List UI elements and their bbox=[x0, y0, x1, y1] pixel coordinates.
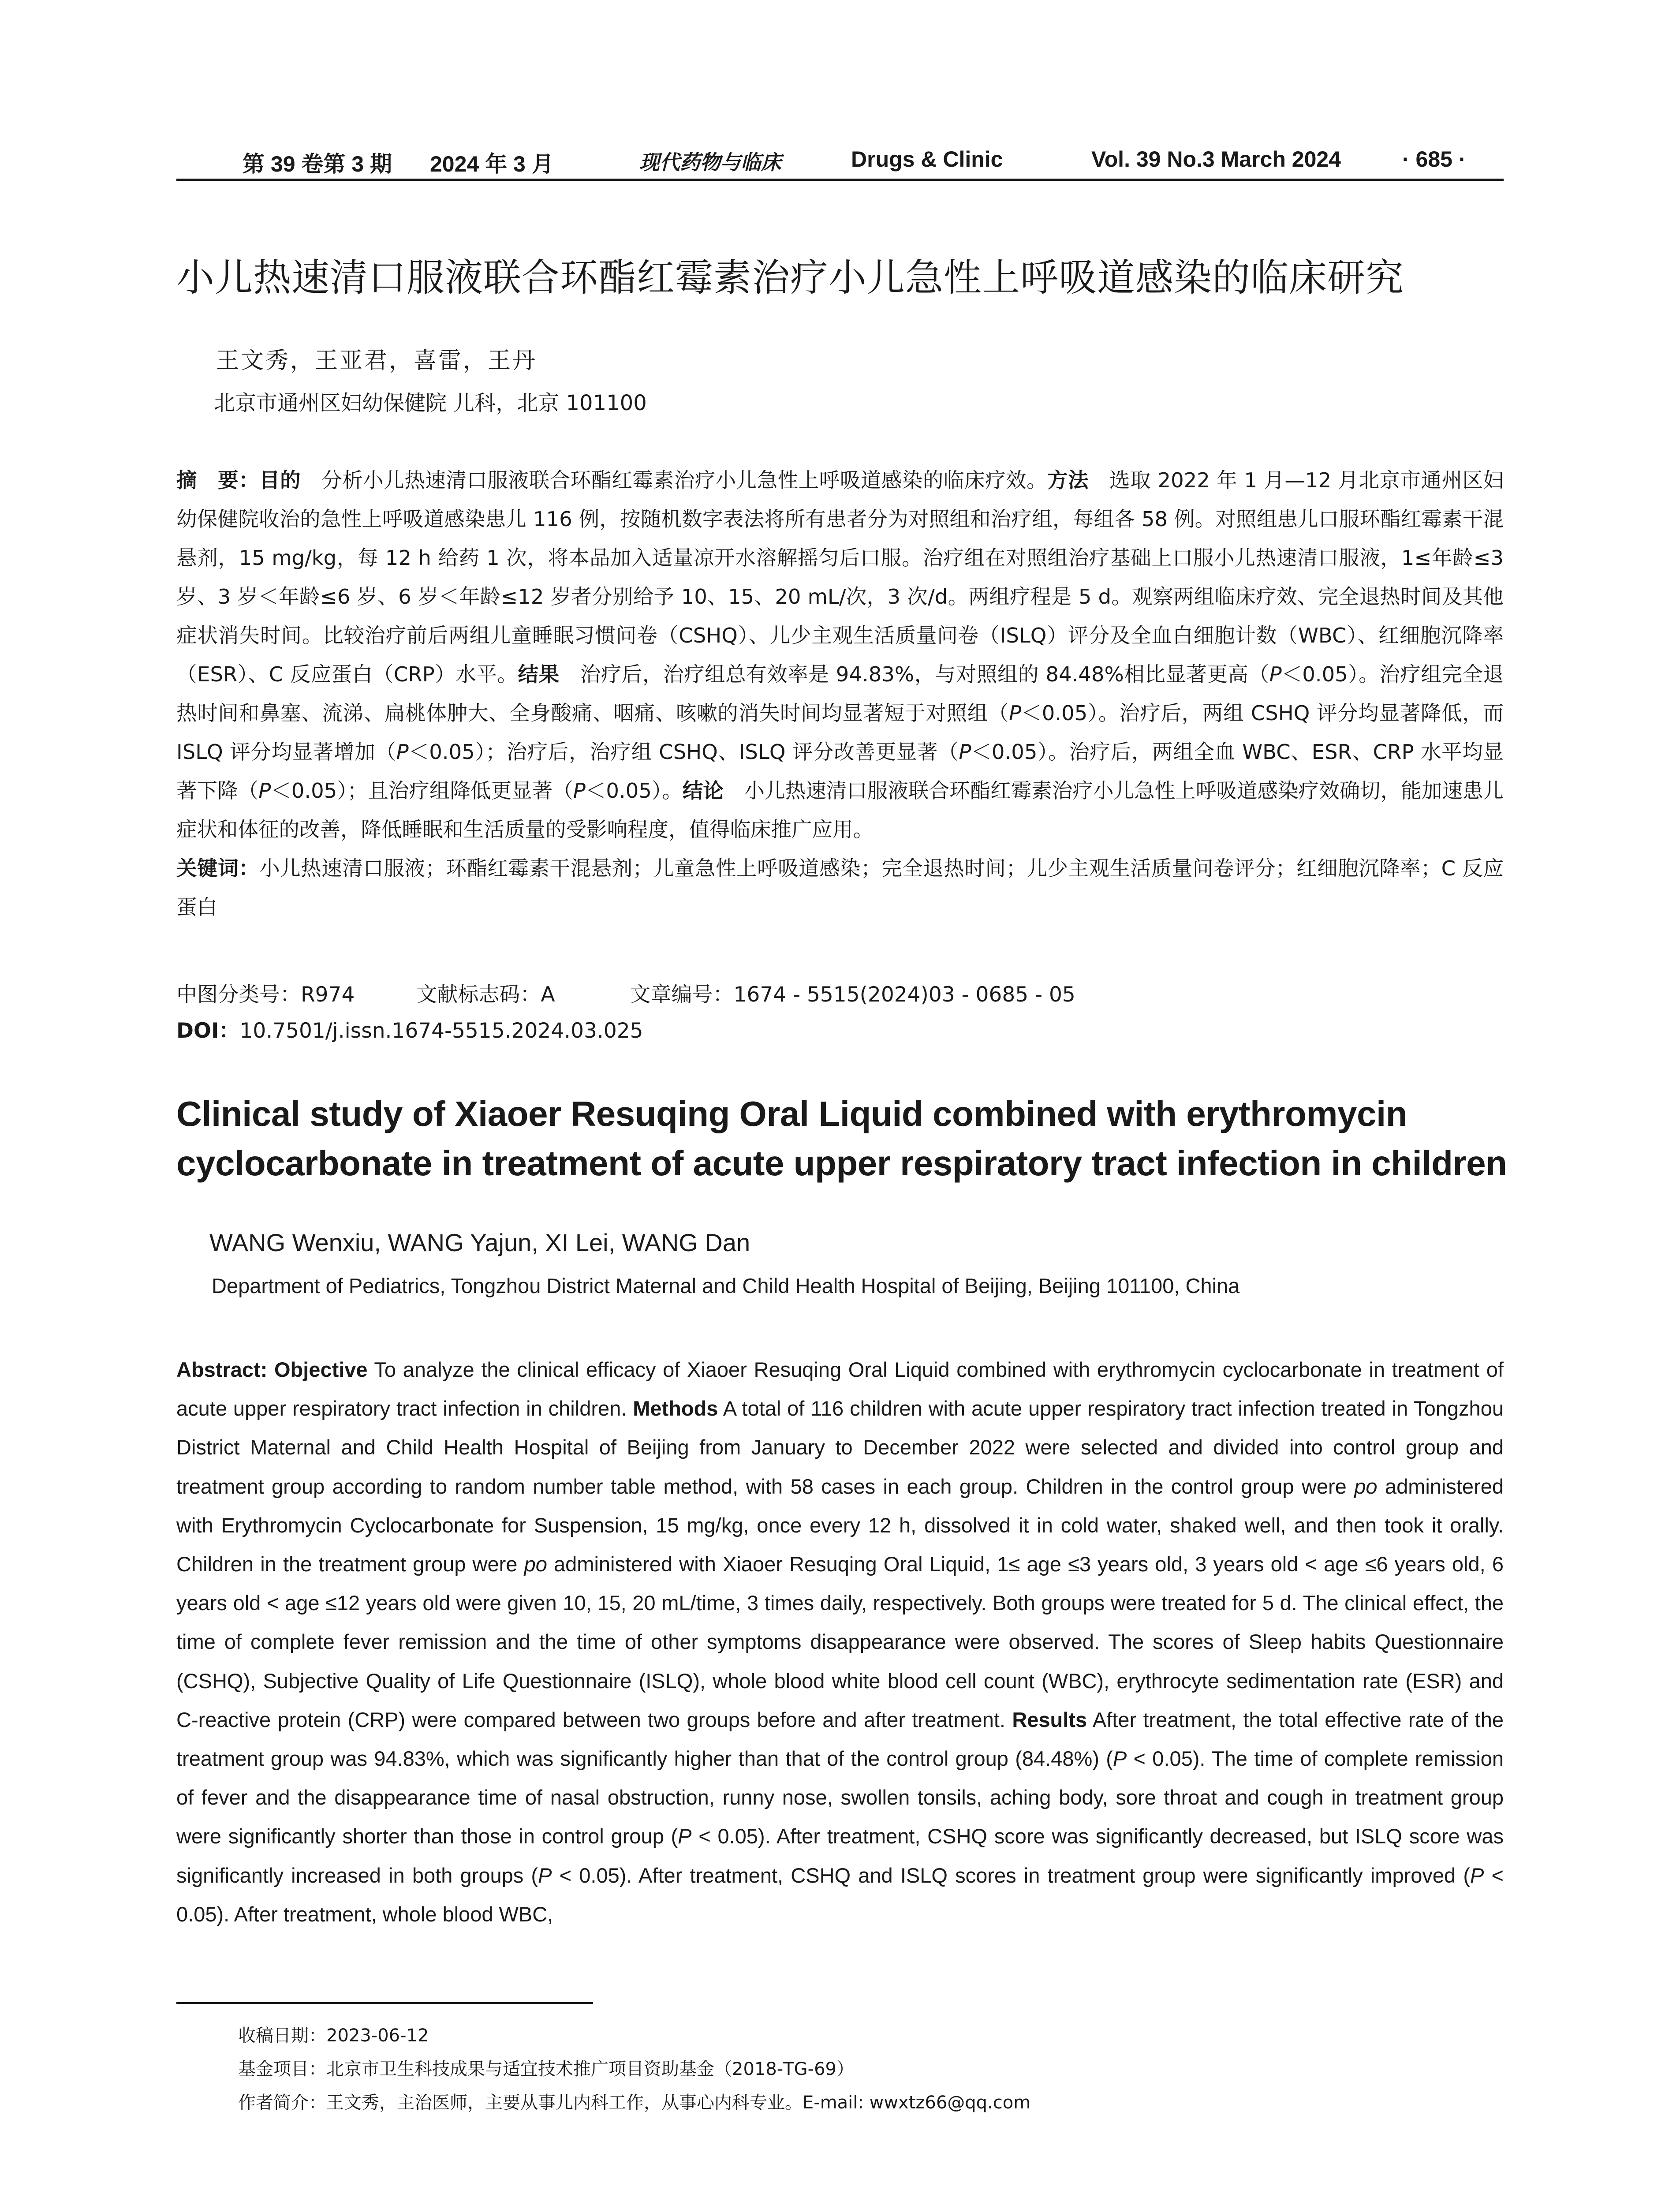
results-cn-label: 结果 bbox=[518, 662, 560, 686]
conclusion-cn-label: 结论 bbox=[682, 779, 724, 803]
results-cn-text-3: ＜0.05）。治疗后，两组 CSHQ 评分均显著降低，而 ISLQ 评分均显著增加（ bbox=[176, 701, 1504, 764]
p-value-symbol: P bbox=[1269, 662, 1282, 686]
header-date: 2024 年 3 月 bbox=[430, 152, 554, 176]
results-en-label: Results bbox=[1012, 1708, 1087, 1731]
keywords-cn-text: 小儿热速清口服液；环酯红霉素干混悬剂；儿童急性上呼吸道感染；完全退热时间；儿少主观生活质量问卷评分；红细胞沉降率；C 反应蛋白 bbox=[176, 856, 1504, 919]
header-journal-cn: 现代药物与临床 bbox=[639, 150, 781, 174]
results-en-text-d: < 0.05). After treatment, CSHQ and ISLQ scores in treatment group were significantly improved ( bbox=[552, 1863, 1470, 1887]
results-cn-text-7: ＜0.05）。 bbox=[585, 779, 683, 803]
objective-cn-text: 分析小儿热速清口服液联合环酯红霉素治疗小儿急性上呼吸道感染的临床疗效。 bbox=[301, 468, 1048, 492]
header-rule bbox=[176, 179, 1504, 181]
results-cn-text-4: ＜0.05）；治疗后，治疗组 CSHQ、ISLQ 评分改善更显著（ bbox=[408, 740, 959, 764]
footnote-received: 收稿日期：2023-06-12 bbox=[238, 2026, 429, 2046]
abstract-en-body bbox=[176, 1350, 1504, 1934]
footnotes bbox=[238, 2019, 1030, 2119]
p-value-symbol: P bbox=[678, 1824, 692, 1848]
doi-value[interactable]: 10.7501/j.issn.1674-5515.2024.03.025 bbox=[239, 1019, 643, 1043]
p-value-symbol: P bbox=[258, 779, 271, 803]
po-abbreviation: po bbox=[524, 1552, 547, 1576]
p-value-symbol: P bbox=[538, 1863, 552, 1887]
doi-label: DOI： bbox=[176, 1019, 240, 1043]
abstract-cn bbox=[176, 461, 1504, 927]
objective-en-text: To analyze the clinical efficacy of Xiaoer Resuqing Oral Liquid combined with erythromycin cyclocarbonate in treatment of acute upper respiratory tract infection in children. bbox=[176, 1358, 1504, 1420]
abstract-cn-body bbox=[176, 461, 1504, 849]
objective-en-label: Objective bbox=[274, 1358, 368, 1381]
authors-en: WANG Wenxiu, WANG Yajun, XI Lei, WANG Dan bbox=[209, 1229, 750, 1256]
affiliation-en: Department of Pediatrics, Tongzhou District Maternal and Child Health Hospital of Beijing, Beijing 101100, China bbox=[212, 1274, 1240, 1297]
results-en-text-a: After treatment, the total effective rate of the treatment group was 94.83%, which was significantly higher than that of the control group (84.48%) ( bbox=[176, 1708, 1504, 1771]
methods-en-text-a: A total of 116 children with acute upper respiratory tract infection treated in Tongzhou District Maternal and Child Health Hospital of Beijing from January to December 2022 were selected and divided into control group and treatment group according to random number table method, with 58 cases in each group. Children in the control group were bbox=[176, 1397, 1504, 1498]
keywords-cn-label: 关键词： bbox=[176, 856, 260, 880]
article-number: 文章编号：1674 - 5515(2024)03 - 0685 - 05 bbox=[630, 983, 1075, 1007]
abstract-en-label: Abstract: bbox=[176, 1358, 268, 1381]
title-en-line-1: Clinical study of Xiaoer Resuqing Oral Liquid combined with erythromycin bbox=[176, 1094, 1407, 1133]
po-abbreviation: po bbox=[1354, 1474, 1378, 1498]
p-value-symbol: P bbox=[1009, 701, 1022, 725]
running-header bbox=[176, 140, 1504, 180]
classification-line bbox=[176, 978, 1075, 1008]
results-en-text-c: < 0.05). After treatment, CSHQ score was significantly decreased, but ISLQ score was significantly increased in both groups ( bbox=[176, 1824, 1504, 1887]
footnote-author-bio: 作者简介：王文秀，主治医师，主要从事儿内科工作，从事心内科专业。E-mail: wwxtz66@qq.com bbox=[238, 2093, 1031, 2113]
p-value-symbol: P bbox=[1470, 1863, 1484, 1887]
methods-en-text-c: administered with Xiaoer Resuqing Oral Liquid, 1≤ age ≤3 years old, 3 years old < age ≤6 years old, 6 years old < age ≤12 years old were given 10, 15, 20 mL/time, 3 times daily, respectively. Both groups were treated for 5 d. The clinical effect, the time of complete fever remission and the time of other symptoms disappearance were observed. The scores of Sleep habits Questionnaire (CSHQ), Subjective Quality of Life Questionnaire (ISLQ), whole blood white blood cell count (WBC), erythrocyte sedimentation rate (ESR) and C-reactive protein (CRP) were compared between two groups before and after treatment. bbox=[176, 1552, 1504, 1731]
title-en-line-2: cyclocarbonate in treatment of acute upper respiratory tract infection in children bbox=[176, 1144, 1507, 1183]
p-value-symbol: P bbox=[396, 740, 409, 764]
methods-cn-text: 选取 2022 年 1 月—12 月北京市通州区妇幼保健院收治的急性上呼吸道感染患儿 116 例，按随机数字表法将所有患者分为对照组和治疗组，每组各 58 例。对照组患儿口服环酯红霉素干混悬剂，15 mg/kg，每 12 h 给药 1 次，将本品加入适量凉开水溶解摇匀后口服。治疗组在对照组治疗基础上口服小儿热速清口服液，1≤年龄≤3 岁、3 岁＜年龄≤6 岁、6 岁＜年龄≤12 岁者分别给予 10、15、20 mL/次，3 次/d。两组疗程是 5 d。观察两组临床疗效、完全退热时间及其他症状消失时间。比较治疗前后两组儿童睡眠习惯问卷（CSHQ）、儿少主观生活质量问卷（ISLQ）评分及全血白细胞计数（WBC）、红细胞沉降率（ESR）、C 反应蛋白（CRP）水平。 bbox=[176, 468, 1504, 686]
results-cn-text-1: 治疗后，治疗组总有效率是 94.83%，与对照组的 84.48%相比显著更高（ bbox=[559, 662, 1269, 686]
title-en bbox=[176, 1089, 1507, 1188]
results-en-text-b: < 0.05). The time of complete remission of fever and the disappearance time of nasal obstruction, runny nose, swollen tonsils, aching body, sore throat and cough in treatment group were significantly shorter than those in control group ( bbox=[176, 1747, 1504, 1848]
header-issue: 第 39 卷第 3 期 bbox=[243, 152, 392, 176]
results-cn-text-2: ＜0.05）。治疗组完全退热时间和鼻塞、流涕、扁桃体肿大、全身酸痛、咽痛、咳嗽的消失时间均显著短于对照组（ bbox=[176, 662, 1504, 725]
abstract-cn-label: 摘 要： bbox=[176, 468, 260, 492]
p-value-symbol: P bbox=[959, 740, 971, 764]
header-volume-en: Vol. 39 No.3 March 2024 bbox=[1091, 147, 1341, 172]
objective-cn-label: 目的 bbox=[259, 468, 301, 492]
methods-cn-label: 方法 bbox=[1047, 468, 1089, 492]
document-code: 文献标志码：A bbox=[416, 983, 555, 1007]
p-value-symbol: P bbox=[1113, 1747, 1127, 1771]
affiliation-cn: 北京市通州区妇幼保健院 儿科，北京 101100 bbox=[214, 391, 647, 415]
abstract-en bbox=[176, 1350, 1504, 1934]
conclusion-cn-text: 小儿热速清口服液联合环酯红霉素治疗小儿急性上呼吸道感染疗效确切，能加速患儿症状和体征的改善，降低睡眠和生活质量的受影响程度，值得临床推广应用。 bbox=[176, 779, 1504, 841]
authors-cn: 王文秀，王亚君，喜雷，王丹 bbox=[216, 348, 538, 374]
doi-line bbox=[176, 1014, 643, 1044]
keywords-cn bbox=[176, 849, 1504, 927]
header-page-number: · 685 · bbox=[1402, 147, 1466, 172]
p-value-symbol: P bbox=[573, 779, 586, 803]
results-cn-text-6: ＜0.05）；且治疗组降低更显著（ bbox=[271, 779, 573, 803]
clc-number: 中图分类号：R974 bbox=[176, 983, 355, 1007]
results-cn-text-5: ＜0.05）。治疗后，两组全血 WBC、ESR、CRP 水平均显著下降（ bbox=[176, 740, 1504, 803]
title-cn: 小儿热速清口服液联合环酯红霉素治疗小儿急性上呼吸道感染的临床研究 bbox=[176, 256, 1404, 300]
footnote-fund: 基金项目：北京市卫生科技成果与适宜技术推广项目资助基金（2018-TG-69） bbox=[238, 2059, 854, 2079]
results-en-text-e: < 0.05). After treatment, whole blood WBC, bbox=[176, 1863, 1504, 1926]
header-journal-en: Drugs & Clinic bbox=[851, 147, 1003, 172]
methods-en-label: Methods bbox=[633, 1397, 718, 1420]
footnote-rule bbox=[176, 2002, 593, 2004]
methods-en-text-b: administered with Erythromycin Cyclocarbonate for Suspension, 15 mg/kg, once every 12 h, dissolved it in cold water, shaked well, and then took it orally. Children in the treatment group were bbox=[176, 1474, 1504, 1576]
